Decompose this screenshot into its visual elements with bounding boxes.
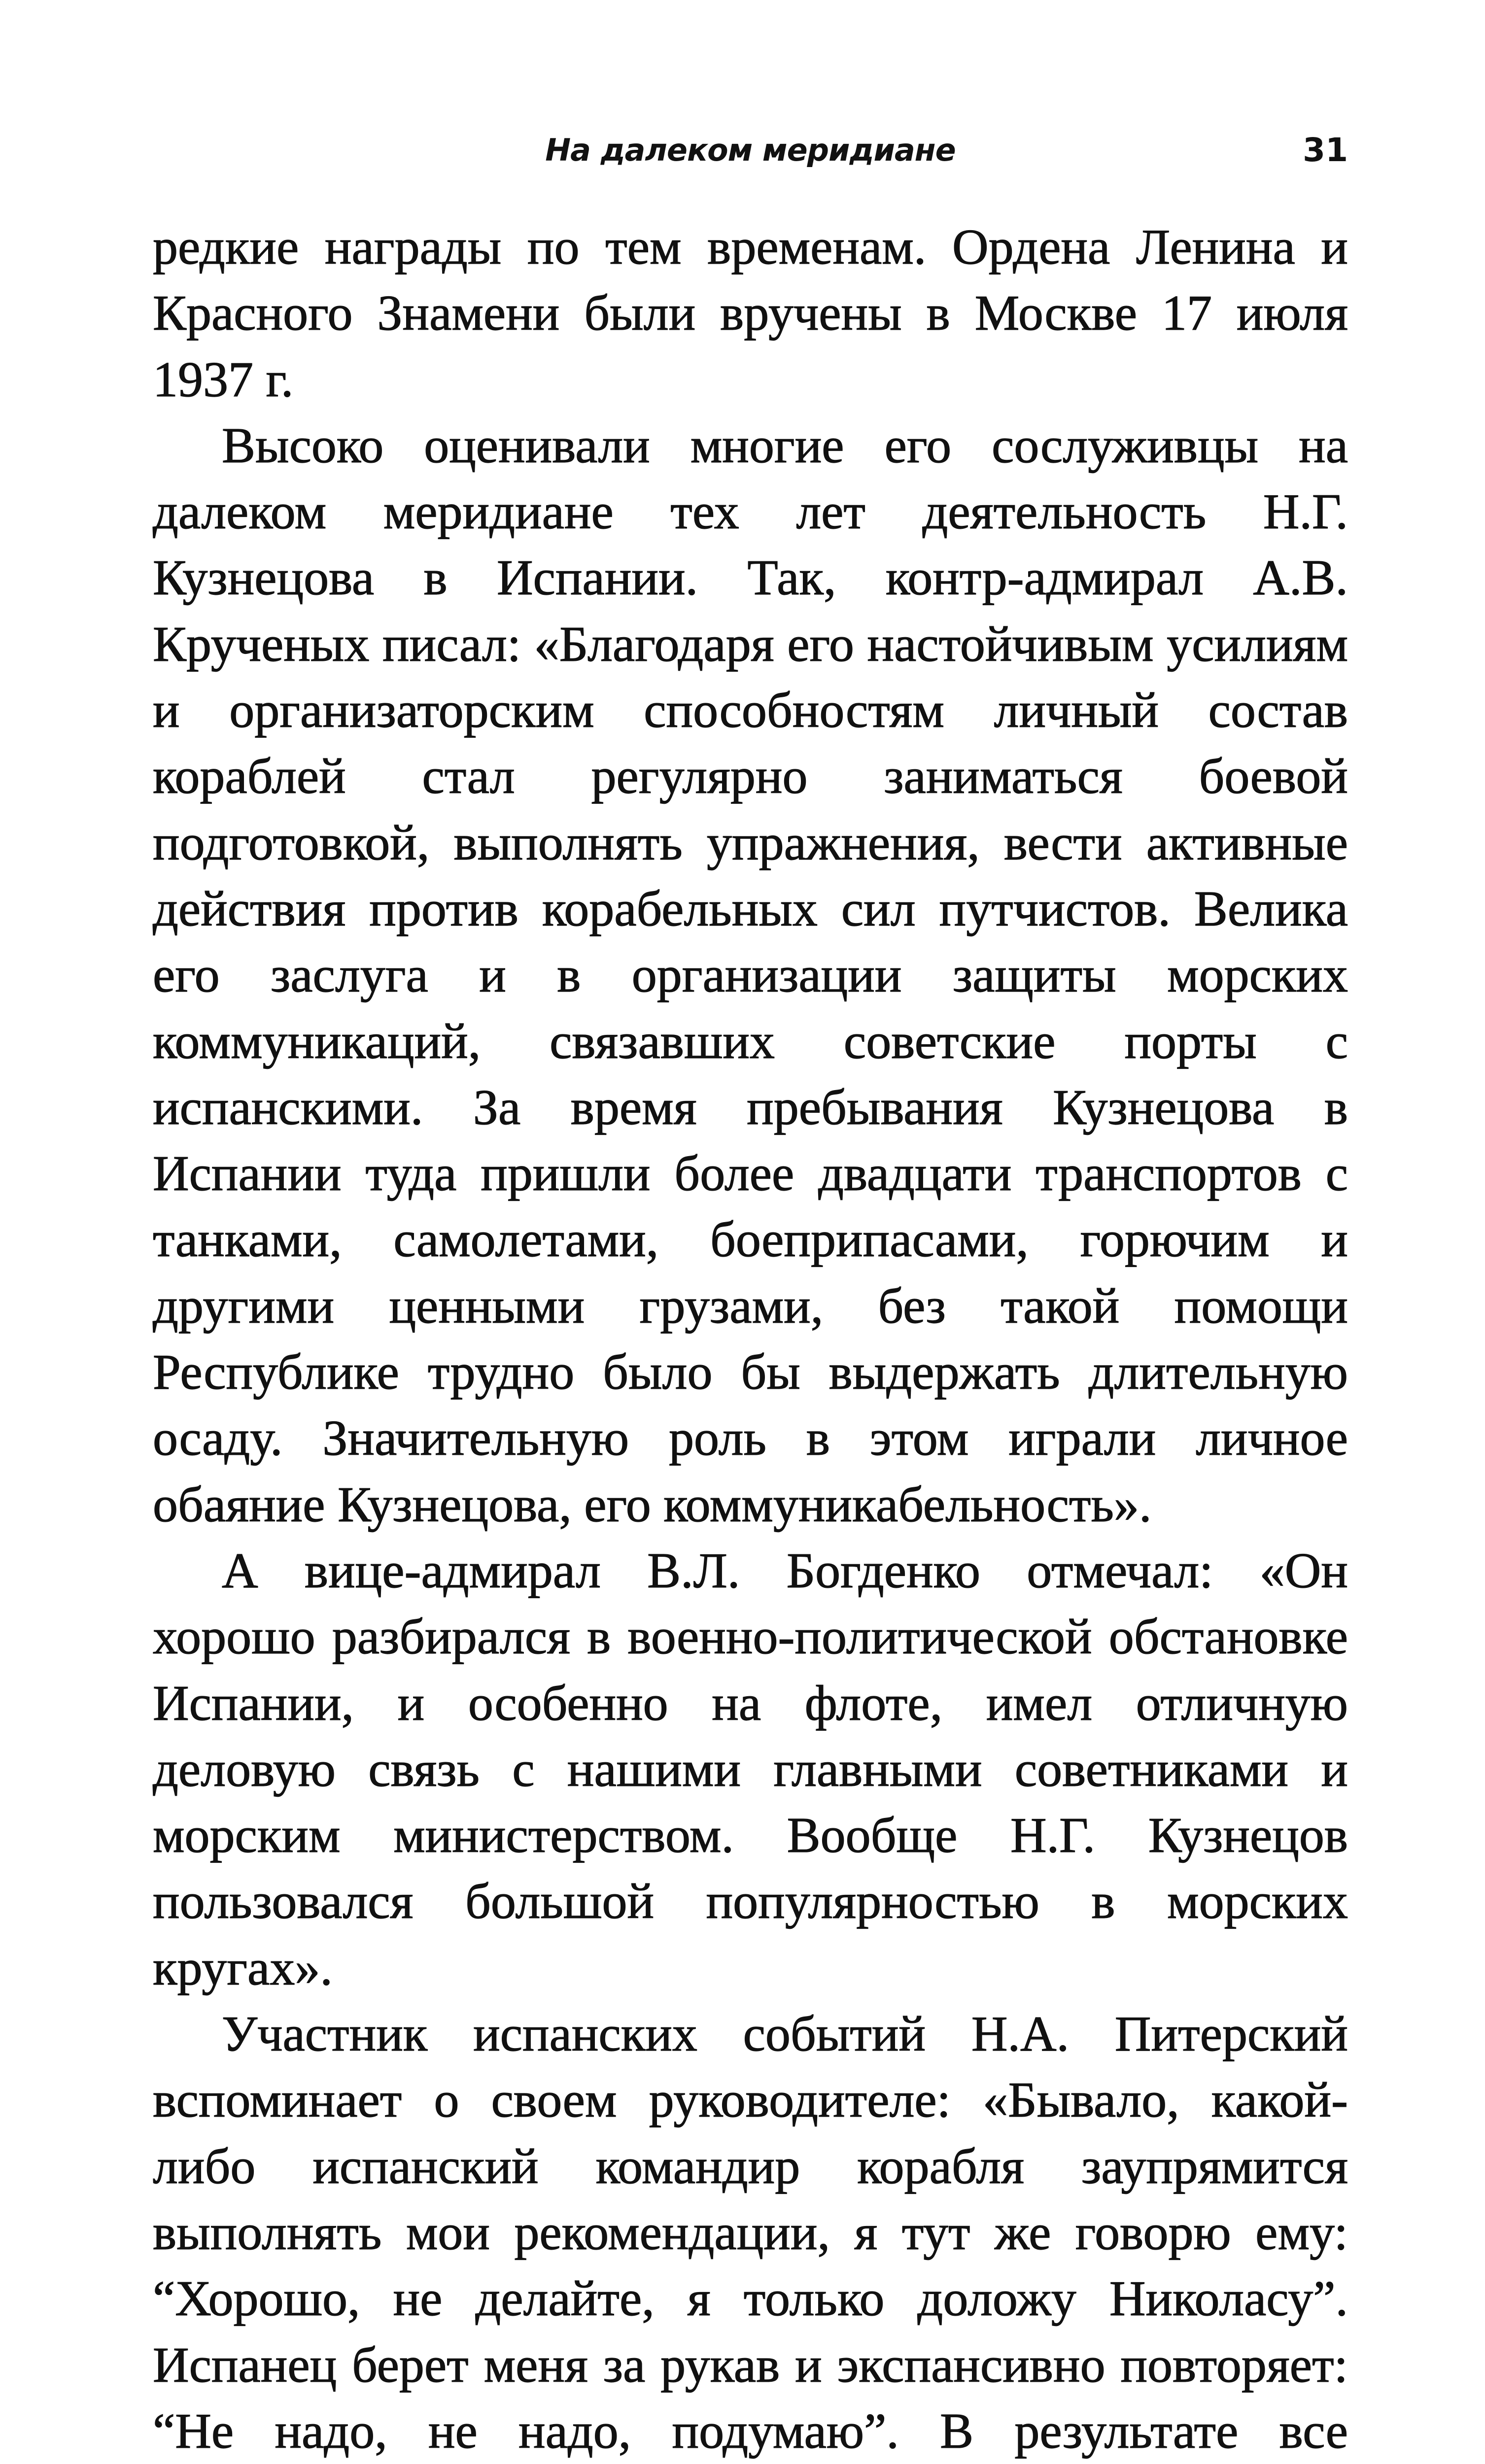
body-text: [153, 214, 1348, 2464]
paragraph: А вице-адмирал В.Л. Богденко отмечал: «Он хорошо разбирался в военно-политической обстановке Испании, и особенно на флоте, имел отличную деловую связь с нашими главными советниками и морским министерством. Вообще Н.Г. Кузнецов пользовался большой популярностью в морских кругах».: [153, 1542, 1348, 1996]
running-header: [153, 126, 1348, 175]
page-number: 31: [1303, 131, 1348, 169]
paragraph: Высоко оценивали многие его сослуживцы на далеком меридиане тех лет деятельность Н.Г. Кузнецова в Испании. Так, контр-адмирал А.В. Крученых писал: «Благодаря его настойчивым усилиям и организаторским способностям личный состав кораблей стал регулярно заниматься боевой подготовкой, выполнять упражнения, вести активные действия против корабельных сил путчистов. Велика его заслуга и в организации защиты морских коммуникаций, связавших советские порты с испанскими. За время пребывания Кузнецова в Испании туда пришли более двадцати транспортов с танками, самолетами, боеприпасами, горючим и другими ценными грузами, без такой помощи Республике трудно было бы выдержать длительную осаду. Значительную роль в этом играли личное обаяние Кузнецова, его коммуникабельность».: [153, 417, 1348, 1533]
running-title: На далеком меридиане: [545, 132, 956, 168]
paragraph: Участник испанских событий Н.А. Питерский вспоминает о своем руководителе: «Бывало, какой-либо испанский командир корабля заупрямится выполнять мои рекомендации, я тут же говорю ему: “Хорошо, не делайте, я только доложу Николасу”. Испанец берет меня за рукав и экспансивно повторяет: “Не надо, не надо, подумаю”. В результате все: [153, 2006, 1348, 2459]
paragraph-continued: редкие награды по тем временам. Ордена Ленина и Красного Знамени были вручены в Москве 17 июля 1937 г.: [153, 219, 1348, 408]
